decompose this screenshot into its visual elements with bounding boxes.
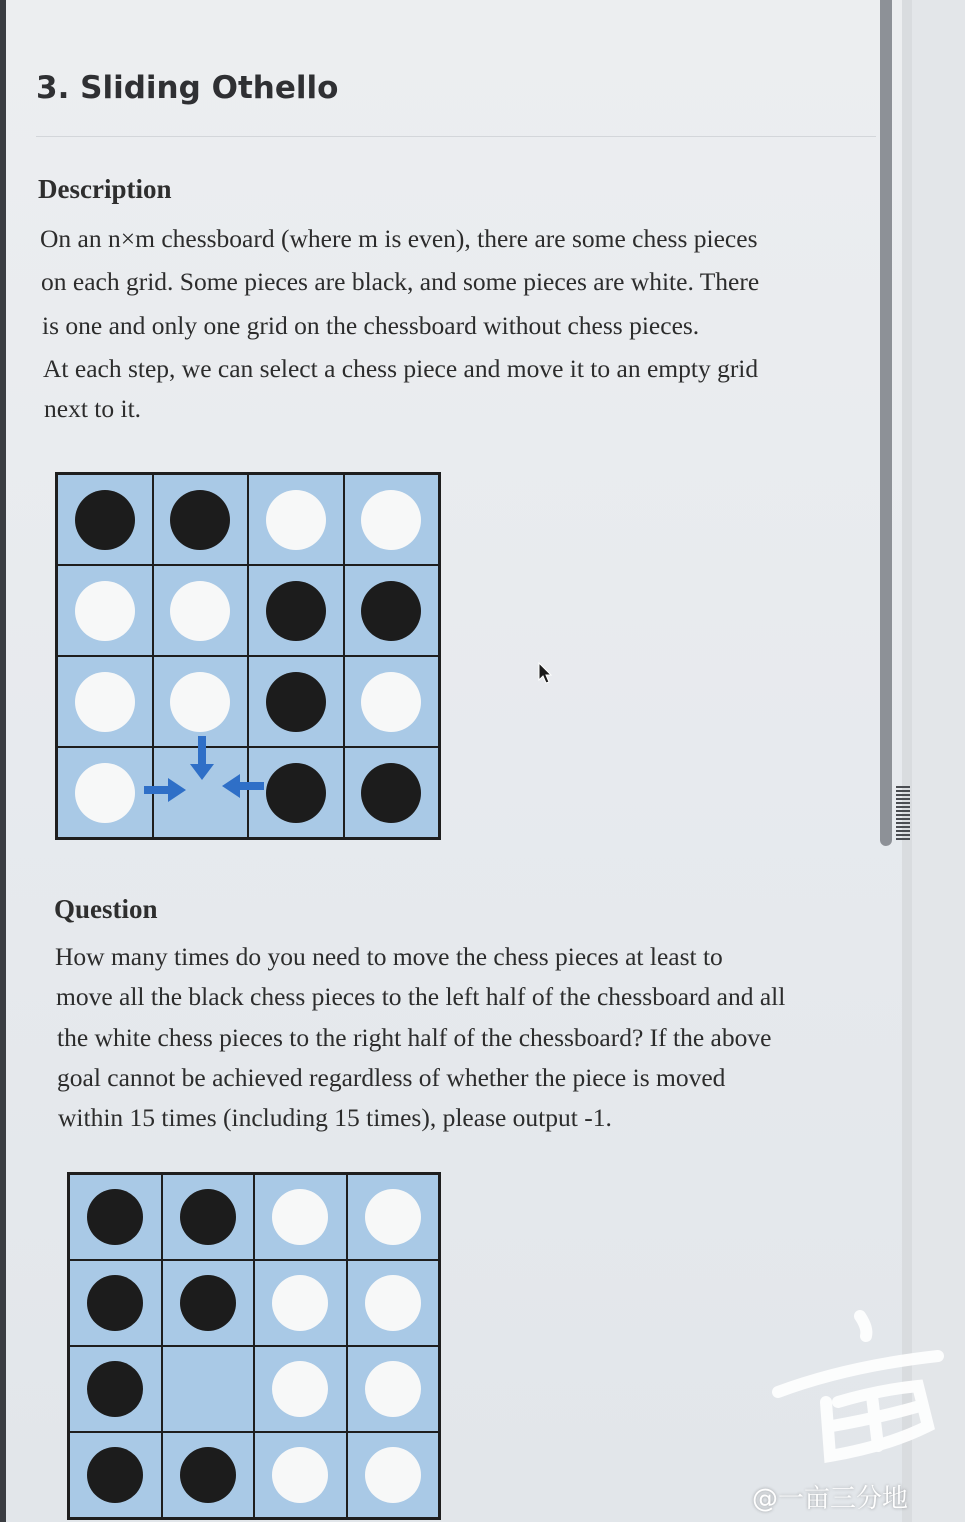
question-line-2: move all the black chess pieces to the left half of the chessboard and all bbox=[56, 982, 786, 1011]
scrollbar-track[interactable] bbox=[902, 0, 912, 1522]
board-cell-r4-c4 bbox=[347, 1432, 440, 1518]
board-cell-r1-c1 bbox=[57, 474, 153, 565]
white-piece bbox=[75, 763, 135, 823]
white-piece bbox=[272, 1361, 328, 1417]
black-piece bbox=[361, 581, 421, 641]
question-heading: Question bbox=[54, 894, 158, 924]
white-piece bbox=[272, 1275, 328, 1331]
board-cell-r1-c4 bbox=[347, 1174, 440, 1260]
description-line-3: is one and only one grid on the chessboard without chess pieces. bbox=[42, 311, 700, 340]
board-cell-r3-c2 bbox=[162, 1346, 255, 1432]
description-line-5: next to it. bbox=[44, 394, 142, 423]
board-cell-r3-c4 bbox=[344, 656, 440, 747]
white-piece bbox=[365, 1275, 421, 1331]
board-cell-r2-c1 bbox=[69, 1260, 162, 1346]
white-piece bbox=[272, 1447, 328, 1503]
description-line-4: At each step, we can select a chess piece and move it to an empty grid bbox=[43, 354, 759, 383]
board-cell-r4-c2 bbox=[162, 1432, 255, 1518]
question-line-1: How many times do you need to move the chess pieces at least to bbox=[55, 942, 723, 971]
black-piece bbox=[170, 490, 230, 550]
question-line-4: goal cannot be achieved regardless of whether the piece is moved bbox=[57, 1063, 726, 1092]
white-piece bbox=[361, 672, 421, 732]
board-cell-r4-c1 bbox=[69, 1432, 162, 1518]
black-piece bbox=[87, 1189, 143, 1245]
board-cell-r1-c4 bbox=[344, 474, 440, 565]
white-piece bbox=[361, 490, 421, 550]
black-piece bbox=[180, 1189, 236, 1245]
board-cell-r2-c2 bbox=[162, 1260, 255, 1346]
description-line-2: on each grid. Some pieces are black, and some pieces are white. There bbox=[41, 267, 760, 296]
logo-dot bbox=[860, 1316, 866, 1336]
down-arrow-shaft bbox=[198, 736, 206, 766]
board-cell-r4-c4 bbox=[344, 747, 440, 838]
black-piece bbox=[266, 581, 326, 641]
board-cell-r4-c1 bbox=[57, 747, 153, 838]
black-piece bbox=[87, 1275, 143, 1331]
scrollbar-thumb[interactable] bbox=[880, 0, 892, 846]
white-piece bbox=[75, 672, 135, 732]
board-cell-r1-c2 bbox=[162, 1174, 255, 1260]
watermark-handle: @一亩三分地 bbox=[752, 1484, 909, 1514]
board-cell-r2-c3 bbox=[254, 1260, 347, 1346]
black-piece bbox=[180, 1447, 236, 1503]
board-cell-r1-c1 bbox=[69, 1174, 162, 1260]
board-cell-r2-c4 bbox=[347, 1260, 440, 1346]
right-gutter bbox=[912, 0, 965, 1522]
white-piece bbox=[272, 1189, 328, 1245]
question-line-5: within 15 times (including 15 times), please output -1. bbox=[58, 1103, 612, 1132]
right-arrow-shaft bbox=[144, 786, 170, 794]
board-cell-r1-c3 bbox=[248, 474, 344, 565]
board-cell-r2-c4 bbox=[344, 565, 440, 656]
board-cell-r2-c1 bbox=[57, 565, 153, 656]
white-piece bbox=[170, 672, 230, 732]
question-line-3: the white chess pieces to the right half of the chessboard? If the above bbox=[57, 1023, 772, 1052]
board-cell-r2-c3 bbox=[248, 565, 344, 656]
board-cell-r3-c4 bbox=[347, 1346, 440, 1432]
black-piece bbox=[75, 490, 135, 550]
black-piece bbox=[180, 1275, 236, 1331]
board-cell-r1-c3 bbox=[254, 1174, 347, 1260]
board-cell-r3-c1 bbox=[57, 656, 153, 747]
problem-title: 3. Sliding Othello bbox=[36, 70, 339, 106]
watermark-logo bbox=[768, 1306, 948, 1466]
board-cell-r4-c3 bbox=[254, 1432, 347, 1518]
board-cell-r2-c2 bbox=[153, 565, 249, 656]
white-piece bbox=[365, 1189, 421, 1245]
white-piece bbox=[170, 581, 230, 641]
black-piece bbox=[361, 763, 421, 823]
black-piece bbox=[266, 763, 326, 823]
left-arrow-shaft bbox=[238, 782, 264, 790]
description-line-1: On an n×m chessboard (where m is even), there are some chess pieces bbox=[40, 224, 758, 253]
black-piece bbox=[87, 1361, 143, 1417]
description-heading: Description bbox=[38, 174, 172, 204]
black-piece bbox=[266, 672, 326, 732]
white-piece bbox=[75, 581, 135, 641]
right-arrow-icon bbox=[168, 778, 186, 802]
board-cell-r3-c1 bbox=[69, 1346, 162, 1432]
resize-grip[interactable] bbox=[896, 786, 910, 842]
board-cell-r3-c3 bbox=[254, 1346, 347, 1432]
black-piece bbox=[87, 1447, 143, 1503]
white-piece bbox=[365, 1447, 421, 1503]
left-arrow-icon bbox=[222, 774, 240, 798]
move-arrows bbox=[140, 734, 270, 804]
down-arrow-icon bbox=[190, 764, 214, 780]
title-divider bbox=[36, 136, 876, 137]
white-piece bbox=[266, 490, 326, 550]
board-cell-r1-c2 bbox=[153, 474, 249, 565]
white-piece bbox=[365, 1361, 421, 1417]
mouse-cursor-icon bbox=[538, 662, 554, 686]
question-board bbox=[67, 1172, 441, 1520]
